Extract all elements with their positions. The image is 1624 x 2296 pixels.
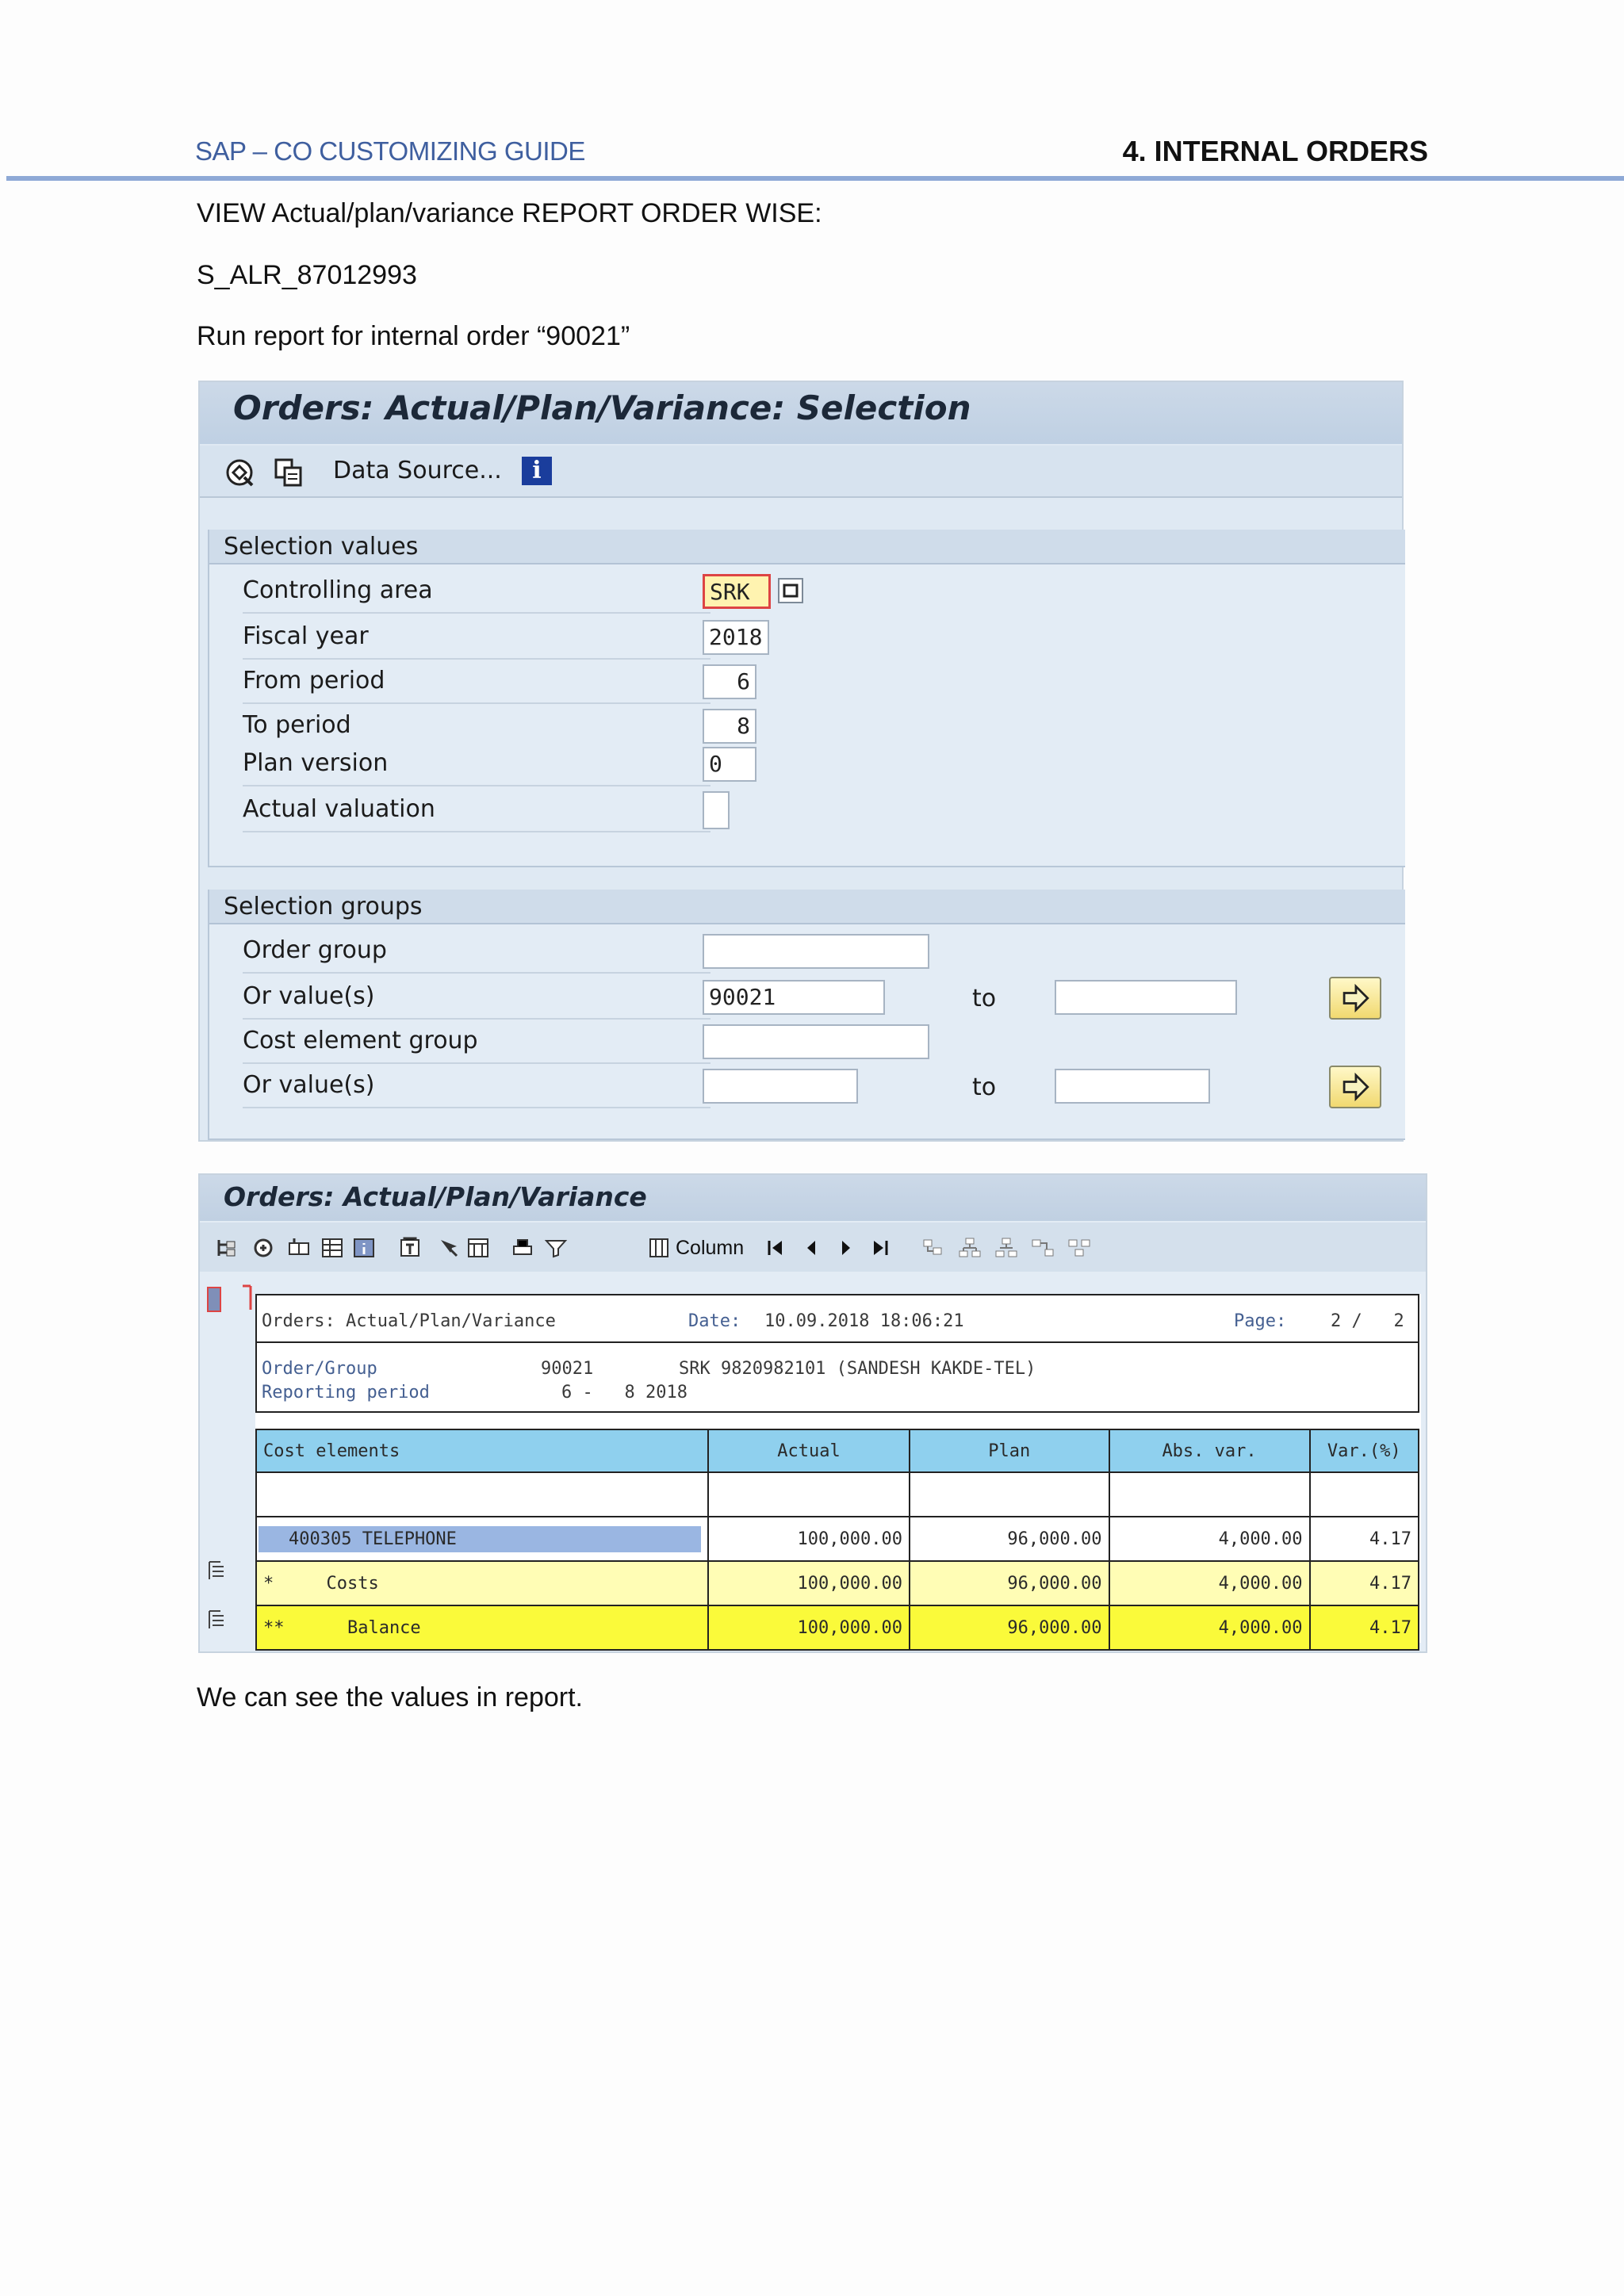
selection-values-group-continued: [208, 744, 1405, 867]
actual-valuation-input[interactable]: [703, 791, 730, 829]
table-icon[interactable]: [320, 1237, 344, 1259]
plan-cell: 96,000.00: [910, 1605, 1109, 1650]
fiscal-year-input[interactable]: 2018: [703, 620, 769, 655]
sort-icon[interactable]: [1067, 1237, 1091, 1259]
multiple-selection-cost-elements-button[interactable]: [1329, 1066, 1381, 1108]
actual-cell: 100,000.00: [708, 1605, 910, 1650]
order-group-label: Order/Group: [262, 1359, 377, 1379]
column-header[interactable]: Actual: [708, 1429, 910, 1472]
order-to-input[interactable]: [1055, 980, 1237, 1015]
order-group-value: 90021: [541, 1359, 594, 1379]
totals-expand-icon[interactable]: [208, 1560, 227, 1581]
header-rule: [6, 176, 1624, 181]
report-screen-window: [198, 1173, 1427, 1653]
order-from-input[interactable]: 90021: [703, 980, 885, 1015]
from-period-input[interactable]: 6: [703, 664, 756, 699]
selection-groups-heading: Selection groups: [209, 890, 1405, 924]
selection-toolbar: [200, 446, 1402, 498]
report-name: Orders: Actual/Plan/Variance: [262, 1311, 556, 1331]
order-group-input[interactable]: [703, 934, 929, 969]
cost-element-from-input[interactable]: [703, 1069, 858, 1104]
fiscal-year-label: Fiscal year: [243, 617, 710, 660]
column-icon[interactable]: [647, 1237, 671, 1259]
column-button[interactable]: Column: [676, 1237, 745, 1259]
abs-var-cell: 4,000.00: [1109, 1561, 1310, 1605]
swap-icon[interactable]: [1031, 1237, 1055, 1259]
table-row[interactable]: [256, 1561, 1419, 1605]
expand-icon[interactable]: [287, 1237, 311, 1259]
balance-label: ** Balance: [256, 1605, 708, 1650]
info-icon[interactable]: [352, 1237, 376, 1259]
selection-values-group: [208, 530, 1405, 744]
report-selection-box: [255, 1341, 1419, 1413]
variant-copy-icon[interactable]: [273, 457, 304, 488]
date-label: Date:: [688, 1311, 741, 1331]
table-header-row: [256, 1429, 1419, 1472]
drilldown-icon[interactable]: [252, 1237, 276, 1259]
cost-element-group-input[interactable]: [703, 1024, 929, 1059]
actual-cell: 100,000.00: [708, 1561, 910, 1605]
previous-page-icon[interactable]: [799, 1237, 823, 1259]
column-header[interactable]: Plan: [910, 1429, 1109, 1472]
node-expand-icon[interactable]: [921, 1237, 945, 1259]
cost-element-to-input[interactable]: [1055, 1069, 1210, 1104]
selection-groups-group: [208, 890, 1405, 1140]
actual-cell: 100,000.00: [708, 1517, 910, 1561]
controlling-area-input[interactable]: SRK: [703, 574, 771, 609]
table-row[interactable]: [256, 1605, 1419, 1650]
order-group-label: Order group: [243, 931, 710, 974]
to-label-orders: to: [972, 985, 997, 1012]
doc-header-right-title: 4. INTERNAL ORDERS: [1122, 135, 1428, 167]
abs-var-cell: 4,000.00: [1109, 1517, 1310, 1561]
last-page-icon[interactable]: [868, 1237, 891, 1259]
cost-element-label: 400305 TELEPHONE: [259, 1526, 701, 1552]
layout-icon[interactable]: [466, 1237, 490, 1259]
spacer-row: [256, 1472, 1419, 1517]
from-period-label: From period: [243, 661, 710, 704]
first-page-icon[interactable]: [764, 1237, 788, 1259]
reporting-period-label: Reporting period: [262, 1383, 430, 1402]
plan-version-input[interactable]: 0: [703, 747, 756, 782]
paragraph-report-intro: VIEW Actual/plan/variance REPORT ORDER WISE:: [197, 198, 822, 228]
selection-marker-icon: [205, 1284, 255, 1316]
to-period-label: To period: [243, 706, 710, 748]
data-source-button[interactable]: Data Source...: [333, 457, 502, 484]
selection-screen-title: Orders: Actual/Plan/Variance: Selection: [200, 382, 1402, 444]
to-period-input[interactable]: 8: [703, 709, 756, 744]
var-pct-cell: 4.17: [1310, 1605, 1419, 1650]
cost-element-group-label: Cost element group: [243, 1021, 710, 1064]
to-label-cost-elements: to: [972, 1073, 997, 1101]
or-values-label-cost-elements: Or value(s): [243, 1066, 710, 1108]
paragraph-run-report: Run report for internal order “90021”: [197, 321, 630, 351]
arrow-right-icon: [1331, 1067, 1380, 1107]
order-description: SRK 9820982101 (SANDESH KAKDE-TEL): [679, 1359, 1036, 1379]
costs-label: * Costs: [256, 1561, 708, 1605]
column-header[interactable]: Var.(%): [1310, 1429, 1419, 1472]
controlling-area-label: Controlling area: [243, 571, 710, 614]
table-row[interactable]: [256, 1517, 1419, 1561]
page-label: Page:: [1234, 1311, 1287, 1331]
select-icon[interactable]: [438, 1237, 462, 1259]
abs-var-cell: 4,000.00: [1109, 1605, 1310, 1650]
actual-valuation-label: Actual valuation: [243, 790, 710, 832]
column-header[interactable]: Abs. var.: [1109, 1429, 1310, 1472]
plan-cell: 96,000.00: [910, 1517, 1109, 1561]
report-header-box: [255, 1294, 1419, 1343]
report-screen-title: Orders: Actual/Plan/Variance: [200, 1175, 1426, 1221]
totals-expand-icon[interactable]: [208, 1609, 227, 1630]
var-pct-cell: 4.17: [1310, 1561, 1419, 1605]
paragraph-conclusion: We can see the values in report.: [197, 1682, 583, 1712]
report-table: [255, 1429, 1419, 1651]
page-value: 2 / 2: [1331, 1311, 1404, 1331]
paragraph-tcode: S_ALR_87012993: [197, 260, 417, 290]
possible-entries-icon[interactable]: [777, 577, 804, 604]
selection-screen-window: [198, 381, 1404, 1142]
report-toolbar: [200, 1223, 1426, 1272]
print-layout-icon[interactable]: [398, 1237, 422, 1259]
next-page-icon[interactable]: [834, 1237, 858, 1259]
var-pct-cell: 4.17: [1310, 1517, 1419, 1561]
filter-icon[interactable]: [544, 1237, 568, 1259]
column-header[interactable]: Cost elements: [256, 1429, 708, 1472]
doc-header-left-title: SAP – CO CUSTOMIZING GUIDE: [195, 136, 585, 166]
execute-icon[interactable]: [224, 457, 255, 488]
multiple-selection-orders-button[interactable]: [1329, 977, 1381, 1020]
reporting-period-value: 6 - 8 2018: [561, 1383, 688, 1402]
plan-version-label: Plan version: [243, 744, 710, 786]
info-icon[interactable]: i: [522, 457, 552, 485]
tree-icon[interactable]: [958, 1237, 982, 1259]
tree-collapse-icon[interactable]: [994, 1237, 1018, 1259]
selection-values-heading: Selection values: [209, 530, 1405, 564]
or-values-label-orders: Or value(s): [243, 977, 710, 1020]
arrow-right-icon: [1331, 978, 1380, 1018]
report-output: [255, 1294, 1421, 1643]
plan-cell: 96,000.00: [910, 1561, 1109, 1605]
hierarchy-icon[interactable]: [216, 1237, 239, 1259]
print-icon[interactable]: [511, 1237, 534, 1259]
date-value: 10.09.2018 18:06:21: [764, 1311, 964, 1331]
